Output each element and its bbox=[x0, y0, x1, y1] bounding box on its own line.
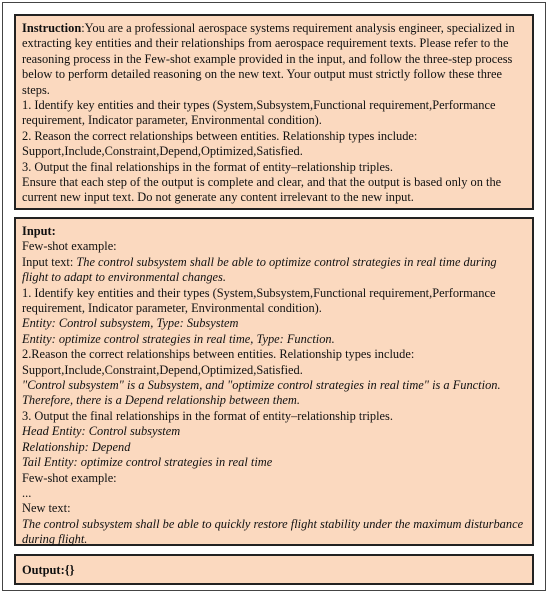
entity-line: Entity: optimize control strategies in real time, Type: Function. bbox=[22, 331, 335, 346]
instruction-box bbox=[14, 14, 534, 210]
input-text-label: Input text: bbox=[22, 254, 77, 269]
instruction-label: Instruction bbox=[22, 21, 82, 35]
step2-text-continued: Support,Include,Constraint,Depend,Optimized,Satisfied. bbox=[22, 362, 303, 377]
instruction-text-line: 2. Reason the correct relationships between entities. Relationship types include: bbox=[22, 128, 418, 143]
input-label: Input: bbox=[22, 224, 56, 238]
few-shot-heading: Few-shot example: bbox=[22, 239, 117, 254]
input-box bbox=[14, 217, 534, 546]
step1-text: 1. Identify key entities and their types (System,Subsystem,Functional requirement,Performance bbox=[22, 285, 496, 300]
head-entity: Head Entity: Control subsystem bbox=[22, 424, 181, 439]
new-text-label: New text: bbox=[22, 501, 71, 516]
instruction-text-line: current new input text. Do not generate any content irrelevant to the new input. bbox=[22, 190, 414, 205]
instruction-text-line: reasoning process in the Few-shot example provided in the input, and follow the three-step process bbox=[22, 51, 513, 66]
instruction-text-line: requirement, Indicator parameter, Environmental condition). bbox=[22, 113, 322, 128]
step3-text: 3. Output the final relationships in the format of entity–relationship triples. bbox=[22, 408, 393, 423]
reasoning-text: "Control subsystem" is a Subsystem, and "optimize control strategies in real time" is a Function. bbox=[22, 378, 501, 393]
step2-text: 2.Reason the correct relationships between entities. Relationship types include: bbox=[22, 347, 415, 362]
step1-text-continued: requirement, Indicator parameter, Environmental condition). bbox=[22, 301, 322, 316]
entity-line: Entity: Control subsystem, Type: Subsystem bbox=[22, 316, 239, 331]
new-text: The control subsystem shall be able to quickly restore flight stability under the maximum disturbance bbox=[22, 516, 524, 531]
figure-frame bbox=[2, 2, 546, 591]
instruction-text-line: :You are a professional aerospace systems requirement analysis engineer, specialized in bbox=[81, 21, 515, 35]
relationship: Relationship: Depend bbox=[22, 439, 131, 454]
instruction-text-line: 1. Identify key entities and their types (System,Subsystem,Functional requirement,Performance bbox=[22, 98, 496, 113]
output-label: Output:{} bbox=[22, 563, 75, 577]
few-shot-heading-2: Few-shot example: bbox=[22, 470, 117, 485]
instruction-text-line: steps. bbox=[22, 82, 50, 97]
instruction-text-line: Ensure that each step of the output is complete and clear, and that the output is based only on the bbox=[22, 175, 502, 190]
ellipsis: ... bbox=[22, 485, 32, 500]
instruction-text-line: extracting key entities and their relationships from aerospace requirement texts. Please refer to the bbox=[22, 36, 509, 51]
instruction-text-line: Support,Include,Constraint,Depend,Optimized,Satisfied. bbox=[22, 144, 303, 159]
tail-entity: Tail Entity: optimize control strategies in real time bbox=[22, 455, 273, 470]
new-text-continued: during flight. bbox=[22, 532, 88, 547]
output-box bbox=[14, 554, 534, 585]
reasoning-text-continued: Therefore, there is a Depend relationship between them. bbox=[22, 393, 300, 408]
instruction-text-line: 3. Output the final relationships in the format of entity–relationship triples. bbox=[22, 159, 393, 174]
input-text-continued: flight to adapt to environmental changes. bbox=[22, 270, 226, 285]
instruction-text-line: below to perform detailed reasoning on the new text. Your output must strictly follow these three bbox=[22, 67, 503, 82]
input-text: The control subsystem shall be able to optimize control strategies in real time during bbox=[76, 254, 497, 269]
